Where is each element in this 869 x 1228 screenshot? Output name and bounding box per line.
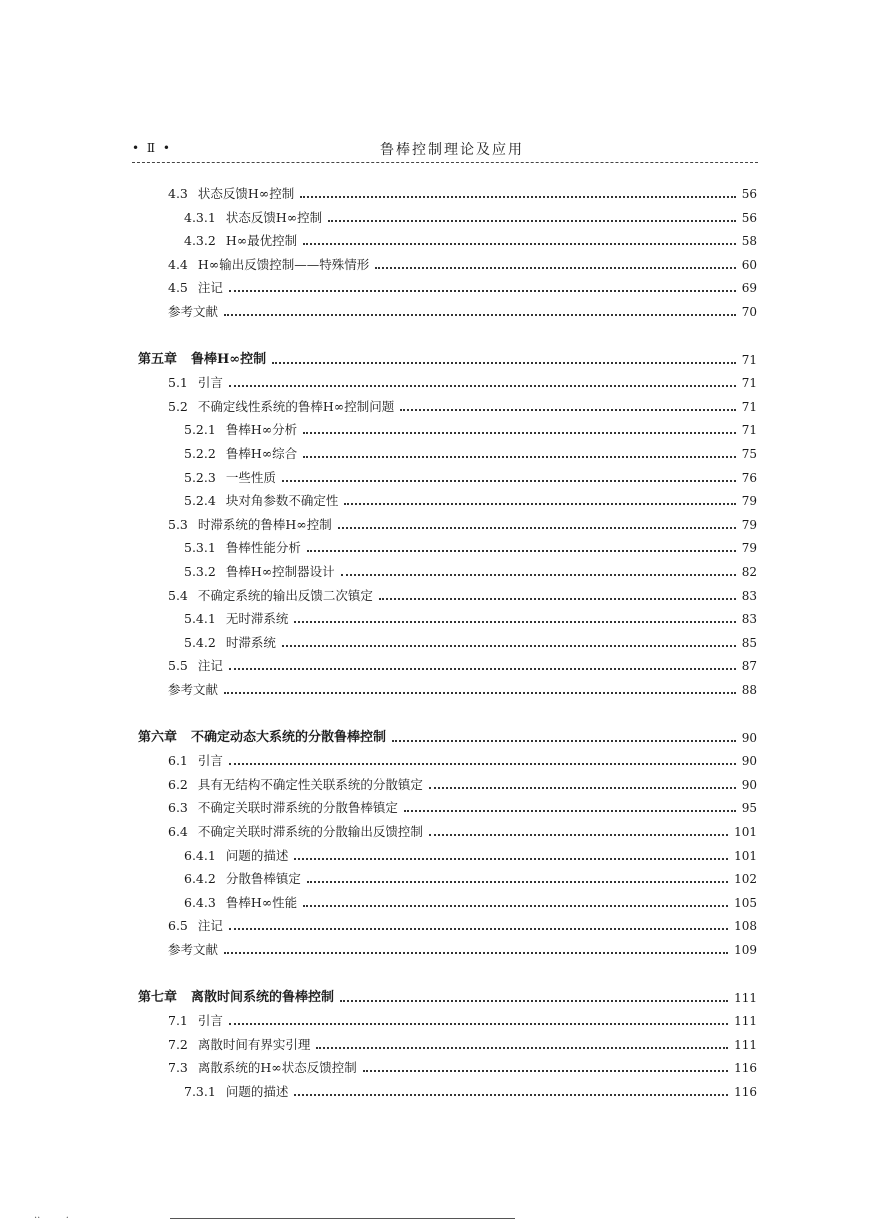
toc-entry-page: 75 — [741, 447, 757, 461]
page-number: • Ⅱ • — [132, 141, 172, 155]
toc-entry-title: H∞最优控制 — [225, 233, 298, 248]
toc-entry-number: 5.3 — [168, 517, 188, 532]
header-rule — [132, 162, 758, 163]
toc-entry-title: 不确定关联时滞系统的分散鲁棒镇定 — [197, 800, 398, 815]
toc-entry-page: 56 — [741, 187, 757, 201]
dot-leader — [282, 645, 736, 647]
toc-entry-number: 5.2.3 — [184, 470, 216, 485]
toc-entry-number: 5.3.1 — [184, 540, 216, 555]
dot-leader — [224, 952, 728, 954]
toc-entry-number: 6.4.3 — [184, 895, 216, 910]
toc-entry-number: 5.4.1 — [184, 611, 216, 626]
toc-section — [168, 652, 757, 674]
toc-entry-page: 71 — [741, 400, 757, 414]
toc-entry-number: 4.4 — [168, 257, 188, 272]
toc-entry-title: 鲁棒H∞综合 — [225, 446, 298, 461]
toc-entry-page: 109 — [734, 943, 757, 957]
dot-leader — [400, 409, 736, 411]
toc-section — [168, 1007, 757, 1029]
toc-section — [168, 747, 757, 769]
toc-entry-number: 6.3 — [168, 800, 188, 815]
toc-entry-page: 60 — [741, 258, 757, 272]
toc-entry-title: 鲁棒H∞控制 — [191, 352, 267, 367]
dot-leader — [379, 598, 736, 600]
toc-entry-title: 鲁棒H∞分析 — [225, 422, 298, 437]
dot-leader — [363, 1070, 728, 1072]
dot-leader — [392, 740, 736, 742]
toc-entry-title: 鲁棒H∞控制器设计 — [225, 564, 335, 579]
toc-subsection — [184, 558, 757, 580]
dot-leader — [300, 196, 736, 198]
toc-entry-page: 70 — [741, 305, 757, 319]
book-title: 鲁棒控制理论及应用 — [380, 142, 524, 158]
toc-entry-title: 参考文献 — [168, 682, 219, 697]
toc-entry-page: 95 — [741, 801, 757, 815]
toc-entry-page: 105 — [734, 896, 757, 910]
toc-section — [168, 936, 757, 958]
toc-entry-page: 58 — [741, 234, 757, 248]
dot-leader — [229, 763, 736, 765]
toc-section — [168, 912, 757, 934]
dot-leader — [229, 928, 728, 930]
toc-entry-number: 7.1 — [168, 1013, 188, 1028]
toc-subsection — [184, 487, 757, 509]
toc-section — [168, 1031, 757, 1053]
toc-entry-title: 时滞系统 — [225, 635, 276, 650]
toc-entry-title: 问题的描述 — [225, 1084, 289, 1099]
toc-entry-title: 注记 — [197, 658, 223, 673]
toc-entry-number: 5.2.2 — [184, 446, 216, 461]
toc-entry-page: 85 — [741, 636, 757, 650]
toc-section — [168, 393, 757, 415]
toc-entry-number: 6.5 — [168, 918, 188, 933]
toc-entry-title: 不确定动态大系统的分散鲁棒控制 — [191, 730, 387, 745]
toc-section — [168, 369, 757, 391]
toc-entry-page: 79 — [741, 494, 757, 508]
toc-subsection — [184, 227, 757, 249]
dot-leader — [303, 243, 736, 245]
toc-entry-page: 71 — [741, 353, 757, 367]
toc-section — [168, 676, 757, 698]
toc-entry-title: 具有无结构不确定性关联系统的分散镇定 — [197, 777, 423, 792]
toc-entry-page: 56 — [741, 211, 757, 225]
toc-entry-title: 不确定关联时滞系统的分散输出反馈控制 — [197, 824, 423, 839]
toc-entry-page: 116 — [734, 1061, 757, 1075]
toc-subsection — [184, 204, 757, 226]
toc-entry-title: 引言 — [197, 1013, 223, 1028]
toc-entry-page: 82 — [741, 565, 757, 579]
toc-section — [168, 180, 757, 202]
toc-entry-number: 7.3.1 — [184, 1084, 216, 1099]
toc-entry-title: 离散时间有界实引理 — [197, 1037, 311, 1052]
dot-leader — [229, 290, 736, 292]
toc-entry-number: 6.4 — [168, 824, 188, 839]
dot-leader — [282, 480, 736, 482]
toc-entry-title: 鲁棒性能分析 — [225, 540, 301, 555]
toc-entry-page: 90 — [741, 754, 757, 768]
dot-leader — [294, 621, 735, 623]
dot-leader — [344, 503, 735, 505]
dot-leader — [429, 834, 728, 836]
toc-entry-page: 71 — [741, 376, 757, 390]
toc-entry-number: 4.3.1 — [184, 210, 216, 225]
toc-entry-page: 87 — [741, 659, 757, 673]
toc-entry-number: 4.3.2 — [184, 233, 216, 248]
dot-leader — [303, 456, 736, 458]
toc-entry-number: 第五章 — [138, 352, 178, 367]
toc-entry-title: 引言 — [197, 753, 223, 768]
toc-entry-title: 引言 — [197, 375, 223, 390]
toc-section — [168, 582, 757, 604]
toc-section — [168, 274, 757, 296]
dot-leader — [224, 314, 736, 316]
toc-chapter — [138, 984, 757, 1006]
dot-leader — [294, 858, 728, 860]
toc-entry-number: 5.2.1 — [184, 422, 216, 437]
toc-entry-page: 71 — [741, 423, 757, 437]
toc-entry-title: 不确定系统的输出反馈二次镇定 — [197, 588, 373, 603]
toc-entry-page: 69 — [741, 281, 757, 295]
dot-leader — [307, 550, 736, 552]
dot-leader — [429, 787, 736, 789]
toc-entry-title: 状态反馈H∞控制 — [197, 186, 295, 201]
toc-subsection — [184, 416, 757, 438]
toc-section — [168, 298, 757, 320]
toc-chapter — [138, 724, 757, 746]
toc-section — [168, 511, 757, 533]
toc-entry-page: 101 — [734, 849, 757, 863]
dot-leader — [307, 881, 728, 883]
dot-leader — [294, 1094, 728, 1096]
toc-entry-number: 6.1 — [168, 753, 188, 768]
toc-section — [168, 251, 757, 273]
toc-entry-page: 116 — [734, 1085, 757, 1099]
toc-entry-title: H∞输出反馈控制——特殊情形 — [197, 257, 370, 272]
dot-leader — [229, 385, 736, 387]
toc-chapter — [138, 346, 757, 368]
toc-entry-page: 108 — [734, 919, 757, 933]
toc-entry-number: 5.5 — [168, 658, 188, 673]
toc-subsection — [184, 1078, 757, 1100]
toc-subsection — [184, 440, 757, 462]
toc-subsection — [184, 842, 757, 864]
toc-entry-page: 83 — [741, 612, 757, 626]
toc-entry-page: 111 — [734, 1038, 757, 1052]
toc-entry-page: 79 — [741, 518, 757, 532]
toc-entry-number: 5.2 — [168, 399, 188, 414]
dot-leader — [316, 1047, 728, 1049]
dot-leader — [328, 220, 736, 222]
dot-leader — [303, 905, 728, 907]
dot-leader — [229, 668, 736, 670]
toc-subsection — [184, 629, 757, 651]
toc-entry-number: 5.3.2 — [184, 564, 216, 579]
dot-leader — [341, 574, 736, 576]
toc-entry-title: 分散鲁棒镇定 — [225, 871, 301, 886]
dot-leader — [224, 692, 736, 694]
footer-rule — [170, 1218, 515, 1219]
toc-entry-number: 7.2 — [168, 1037, 188, 1052]
toc-subsection — [184, 605, 757, 627]
toc-entry-page: 76 — [741, 471, 757, 485]
toc-entry-number: 6.4.1 — [184, 848, 216, 863]
toc-entry-title: 不确定线性系统的鲁棒H∞控制问题 — [197, 399, 395, 414]
scan-mark: ·· · — [34, 1213, 69, 1224]
toc-entry-title: 块对角参数不确定性 — [225, 493, 339, 508]
toc-entry-number: 5.2.4 — [184, 493, 216, 508]
toc-entry-title: 注记 — [197, 918, 223, 933]
toc-entry-title: 参考文献 — [168, 942, 219, 957]
toc-entry-number: 第六章 — [138, 730, 178, 745]
dot-leader — [338, 527, 736, 529]
toc-entry-number: 5.1 — [168, 375, 188, 390]
toc-section — [168, 818, 757, 840]
toc-entry-page: 111 — [734, 991, 757, 1005]
toc-subsection — [184, 464, 757, 486]
toc-subsection — [184, 534, 757, 556]
toc-entry-page: 101 — [734, 825, 757, 839]
dot-leader — [375, 267, 736, 269]
toc-section — [168, 1054, 757, 1076]
toc-entry-page: 111 — [734, 1014, 757, 1028]
toc-entry-title: 一些性质 — [225, 470, 276, 485]
toc-entry-title: 注记 — [197, 280, 223, 295]
toc-entry-number: 4.5 — [168, 280, 188, 295]
toc-entry-title: 离散系统的H∞状态反馈控制 — [197, 1060, 357, 1075]
toc-entry-title: 时滞系统的鲁棒H∞控制 — [197, 517, 332, 532]
toc-entry-page: 102 — [734, 872, 757, 886]
dot-leader — [404, 810, 736, 812]
dot-leader — [303, 432, 736, 434]
toc-section — [168, 794, 757, 816]
toc-entry-title: 离散时间系统的鲁棒控制 — [191, 990, 335, 1005]
toc-entry-title: 问题的描述 — [225, 848, 289, 863]
toc-subsection — [184, 889, 757, 911]
toc-entry-number: 5.4.2 — [184, 635, 216, 650]
toc-subsection — [184, 865, 757, 887]
toc-entry-number: 7.3 — [168, 1060, 188, 1075]
toc-entry-number: 5.4 — [168, 588, 188, 603]
toc-entry-title: 状态反馈H∞控制 — [225, 210, 323, 225]
toc-entry-title: 参考文献 — [168, 304, 219, 319]
toc-entry-number: 6.4.2 — [184, 871, 216, 886]
toc-entry-page: 79 — [741, 541, 757, 555]
toc-entry-page: 83 — [741, 589, 757, 603]
dot-leader — [229, 1023, 728, 1025]
toc-section — [168, 771, 757, 793]
toc-entry-number: 第七章 — [138, 990, 178, 1005]
toc-entry-page: 88 — [741, 683, 757, 697]
dot-leader — [272, 362, 736, 364]
toc-entry-page: 90 — [741, 778, 757, 792]
toc-entry-number: 4.3 — [168, 186, 188, 201]
toc-entry-title: 鲁棒H∞性能 — [225, 895, 298, 910]
toc-entry-number: 6.2 — [168, 777, 188, 792]
toc-entry-title: 无时滞系统 — [225, 611, 289, 626]
toc-entry-page: 90 — [741, 731, 757, 745]
dot-leader — [340, 1000, 728, 1002]
